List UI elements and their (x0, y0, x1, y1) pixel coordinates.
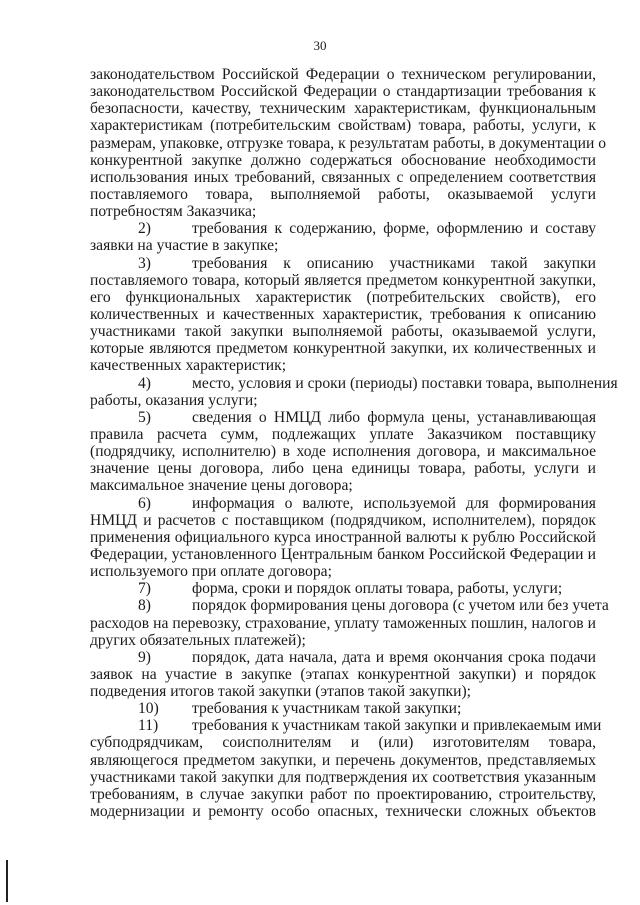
text-line: конкурентной закупке должно содержаться обоснование необходимости (90, 151, 596, 169)
text-line: которые являются предметом конкурентной закупки, их количественных и (90, 340, 596, 358)
item-number: 8) (138, 597, 151, 615)
list-item (90, 255, 596, 272)
list-item (90, 495, 596, 512)
list-item (90, 374, 618, 392)
page-number: 30 (313, 38, 327, 53)
text-line: субподрядчикам, соисполнителям и (или) изготовителям товара, (90, 734, 596, 752)
item-number: 5) (138, 408, 151, 426)
item-text: форма, сроки и порядок оплаты товара, работы, услуги; (192, 580, 563, 598)
text-line: поставляемого товара, выполняемой работы, оказываемой услуги (90, 185, 596, 203)
item-number: 7) (138, 580, 151, 598)
text-line: используемого при оплате договора; (90, 563, 332, 581)
text-line: участниками такой закупки для подтверждения их соответствия указанным (90, 768, 596, 786)
text-line: заявки на участие в закупке; (90, 237, 279, 255)
text-line: являющегося предметом закупки, и перечень документов, представляемых (90, 751, 596, 769)
list-item (90, 700, 596, 717)
text-line: подведения итогов такой закупки (этапов такой закупки); (90, 683, 471, 701)
text-line: значение цены договора, либо цена единицы товара, работы, услуги и (90, 460, 596, 478)
item-text: сведения о НМЦД либо формула цены, устанавливающая (192, 408, 596, 426)
text-line: потребностям Заказчика; (90, 203, 257, 221)
text-line: размерам, упаковке, отгрузке товара, к результатам работы, в документации о (90, 134, 607, 152)
text-line: качественных характеристик; (90, 357, 287, 375)
list-item (90, 717, 602, 735)
text-line: применения официального курса иностранной валюты к рублю Российской (90, 528, 596, 546)
item-text: требования к описанию участниками такой закупки (192, 254, 596, 272)
item-text: требования к участникам такой закупки; (192, 700, 462, 718)
text-line: заявок на участие в закупке (этапах конкурентной закупки) и порядок (90, 665, 596, 683)
item-text: требования к участникам такой закупки и привлекаемым ими (192, 717, 602, 735)
item-number: 10) (138, 700, 159, 718)
item-number: 6) (138, 494, 151, 512)
text-line: расходов на перевозку, страхование, уплату таможенных пошлин, налогов и (90, 614, 596, 632)
item-number: 2) (138, 220, 151, 238)
text-line: количественных и качественных характеристик, требования к описанию (90, 305, 596, 323)
list-item (90, 409, 596, 426)
item-text: порядок формирования цены договора (с учетом или без учета (192, 597, 609, 615)
list-item (90, 649, 596, 666)
text-line: его функциональных характеристик (потребительских свойств), его (90, 288, 596, 306)
text-line: максимальное значение цены договора; (90, 477, 353, 495)
item-text: порядок, дата начала, дата и время окончания срока подачи (192, 648, 596, 666)
item-text: информация о валюте, используемой для формирования (192, 494, 596, 512)
list-item (90, 580, 596, 597)
text-line: работы, оказания услуги; (90, 391, 258, 409)
list-item (90, 220, 596, 237)
item-text: место, условия и сроки (периоды) поставки товара, выполнения (192, 374, 618, 392)
text-line: характеристикам (потребительским свойствам) товара, работы, услуги, к (90, 117, 596, 135)
text-line: использования иных требований, связанных с определением соответствия (90, 168, 596, 186)
text-line: законодательством Российской Федерации о стандартизации требования к (90, 83, 596, 101)
text-line: безопасности, качеству, техническим характеристикам, функциональным (90, 100, 596, 118)
text-line: правила расчета сумм, подлежащих уплате Заказчиком поставщику (90, 425, 596, 443)
text-line: поставляемого товара, который является предметом конкурентной закупки, (90, 271, 596, 289)
text-line: НМЦД и расчетов с поставщиком (подрядчиком, исполнителем), порядок (90, 511, 596, 529)
text-line: законодательством Российской Федерации о техническом регулировании, (90, 66, 596, 83)
text-line: участниками такой закупки выполняемой работы, оказываемой услуги, (90, 323, 596, 341)
text-line: других обязательных платежей); (90, 631, 306, 649)
list-item (90, 597, 609, 615)
item-number: 4) (138, 374, 151, 392)
item-number: 9) (138, 648, 151, 666)
document-body (90, 66, 618, 821)
text-line: (подрядчику, исполнителю) в ходе исполнения договора, и максимальное (90, 443, 596, 461)
item-number: 3) (138, 254, 151, 272)
text-line: требованиям, в случае закупки работ по проектированию, строительству, (90, 785, 596, 803)
item-number: 11) (138, 717, 159, 735)
text-line: модернизации и ремонту особо опасных, технически сложных объектов (90, 803, 596, 821)
scan-edge-mark (6, 860, 8, 902)
text-line: Федерации, установленного Центральным банком Российской Федерации и (90, 545, 596, 563)
item-text: требования к содержанию, форме, оформлению и составу (192, 220, 596, 238)
